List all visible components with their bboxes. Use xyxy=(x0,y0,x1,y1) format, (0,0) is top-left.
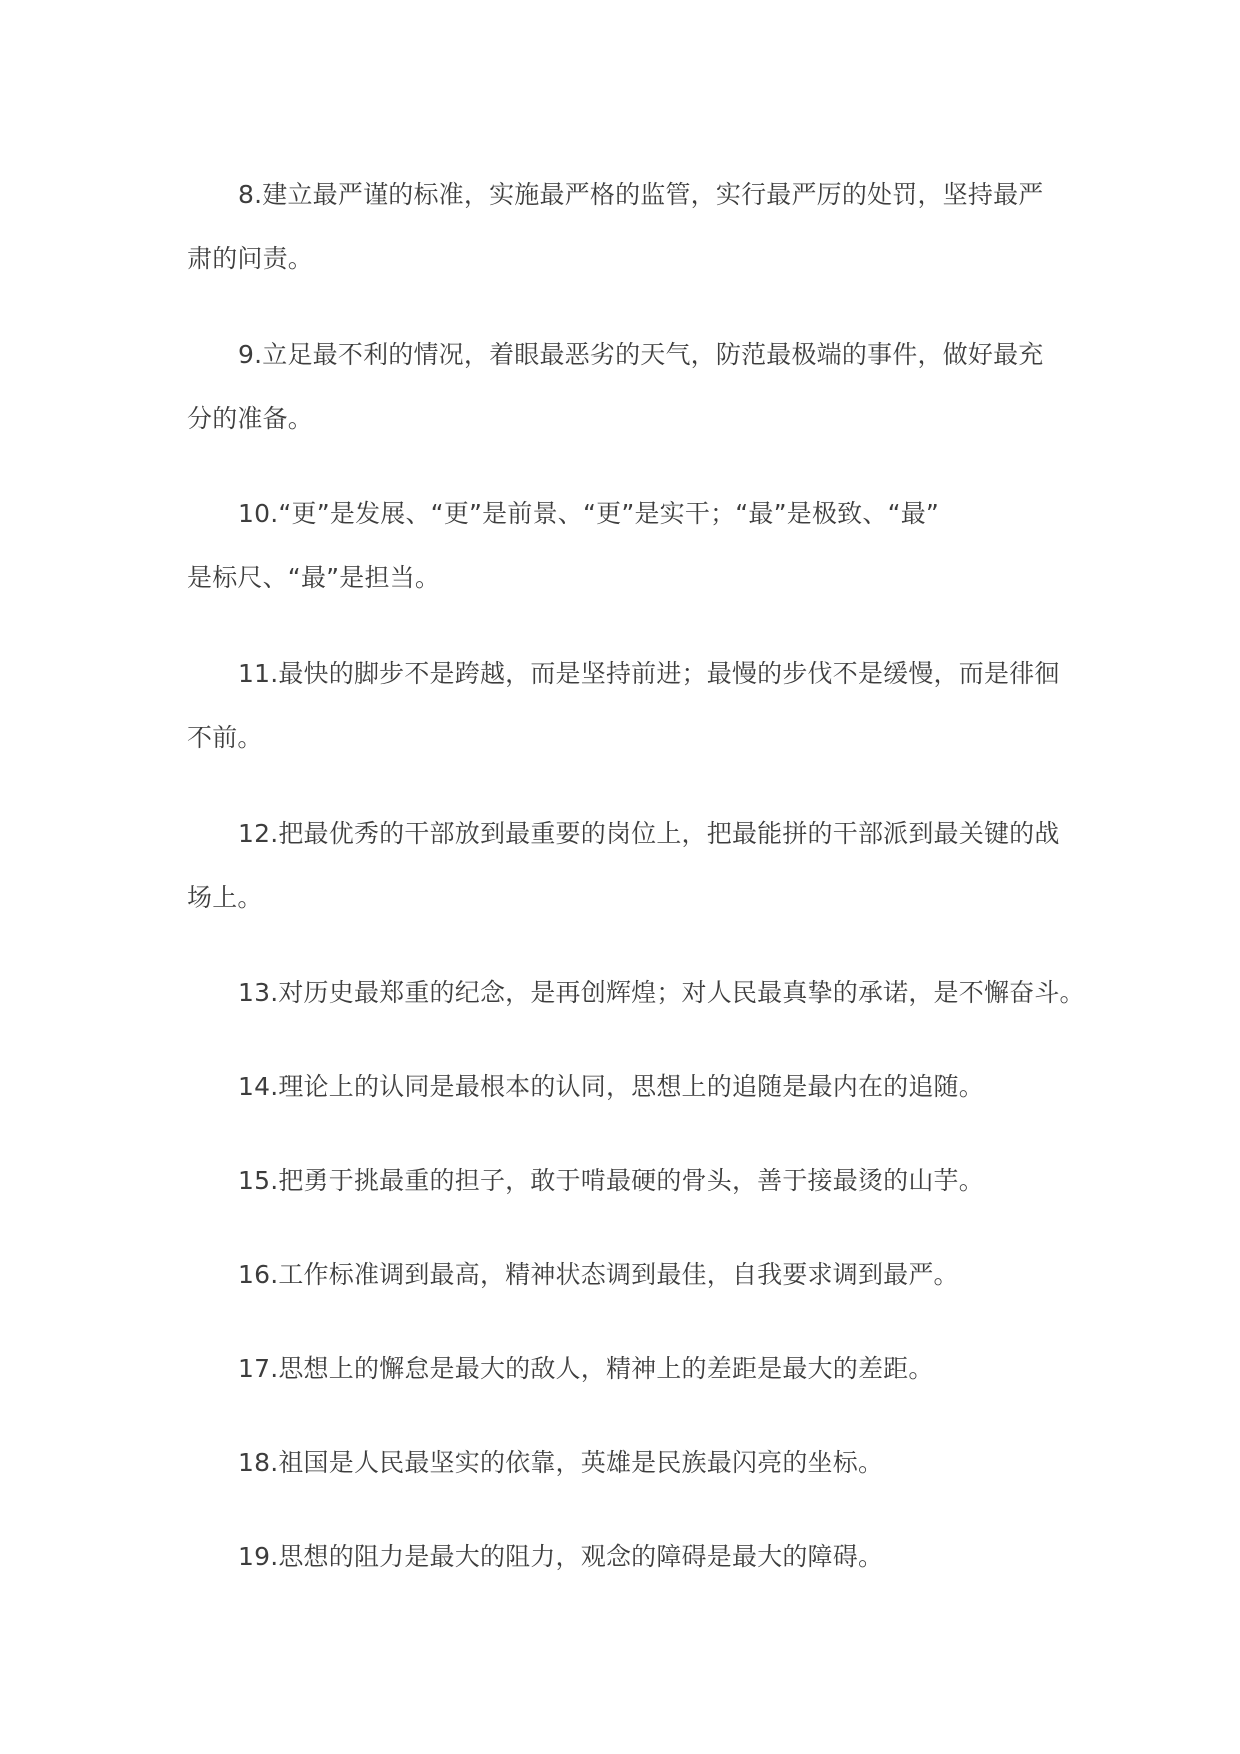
item-number: 8. xyxy=(238,180,263,209)
item-text: 祖国是人民最坚实的依靠，英雄是民族最闪亮的坐标。 xyxy=(278,1448,884,1477)
item-number: 11. xyxy=(238,659,279,688)
item-text: 最快的脚步不是跨越，而是坚持前进；最慢的步伐不是缓慢，而是徘徊 xyxy=(278,659,1060,688)
paragraph-line xyxy=(238,340,1043,370)
item-number: 15. xyxy=(238,1166,279,1195)
paragraph-line: 肃的问责。 xyxy=(187,244,314,273)
paragraph-line xyxy=(238,180,1043,210)
item-text: 把最优秀的干部放到最重要的岗位上，把最能拼的干部派到最关键的战 xyxy=(278,819,1060,848)
item-text: 思想的阻力是最大的阻力，观念的障碍是最大的障碍。 xyxy=(278,1542,884,1571)
paragraph-line: 是标尺、“最”是担当。 xyxy=(187,563,441,592)
paragraph-line xyxy=(238,1354,934,1384)
item-text: 立足最不利的情况，着眼最恶劣的天气，防范最极端的事件，做好最充 xyxy=(262,340,1044,369)
paragraph-line xyxy=(238,1542,883,1572)
paragraph-line xyxy=(238,1166,984,1196)
item-number: 14. xyxy=(238,1072,279,1101)
item-number: 17. xyxy=(238,1354,279,1383)
paragraph-line xyxy=(238,1448,883,1478)
item-number: 12. xyxy=(238,819,279,848)
item-text: 把勇于挑最重的担子，敢于啃最硬的骨头，善于接最烫的山芋。 xyxy=(278,1166,984,1195)
item-number: 10. xyxy=(238,499,279,528)
item-number: 16. xyxy=(238,1260,279,1289)
item-text: 理论上的认同是最根本的认同，思想上的追随是最内在的追随。 xyxy=(278,1072,984,1101)
paragraph-line xyxy=(238,1260,959,1290)
item-number: 13. xyxy=(238,978,279,1007)
paragraph-line xyxy=(238,659,1060,689)
paragraph-line xyxy=(238,1072,984,1102)
paragraph-line xyxy=(238,978,1085,1008)
paragraph-line xyxy=(238,499,939,529)
item-number: 18. xyxy=(238,1448,279,1477)
paragraph-line: 场上。 xyxy=(187,883,263,912)
item-text: “更”是发展、“更”是前景、“更”是实干；“最”是极致、“最” xyxy=(278,499,940,528)
item-text: 建立最严谨的标准，实施最严格的监管，实行最严厉的处罚，坚持最严 xyxy=(262,180,1044,209)
item-number: 19. xyxy=(238,1542,279,1571)
item-text: 工作标准调到最高，精神状态调到最佳，自我要求调到最严。 xyxy=(278,1260,959,1289)
item-text: 对历史最郑重的纪念，是再创辉煌；对人民最真挚的承诺，是不懈奋斗。 xyxy=(278,978,1085,1007)
item-number: 9. xyxy=(238,340,263,369)
paragraph-line: 不前。 xyxy=(187,723,263,752)
item-text: 思想上的懈怠是最大的敌人，精神上的差距是最大的差距。 xyxy=(278,1354,934,1383)
paragraph-line: 分的准备。 xyxy=(187,404,314,433)
paragraph-line xyxy=(238,819,1060,849)
